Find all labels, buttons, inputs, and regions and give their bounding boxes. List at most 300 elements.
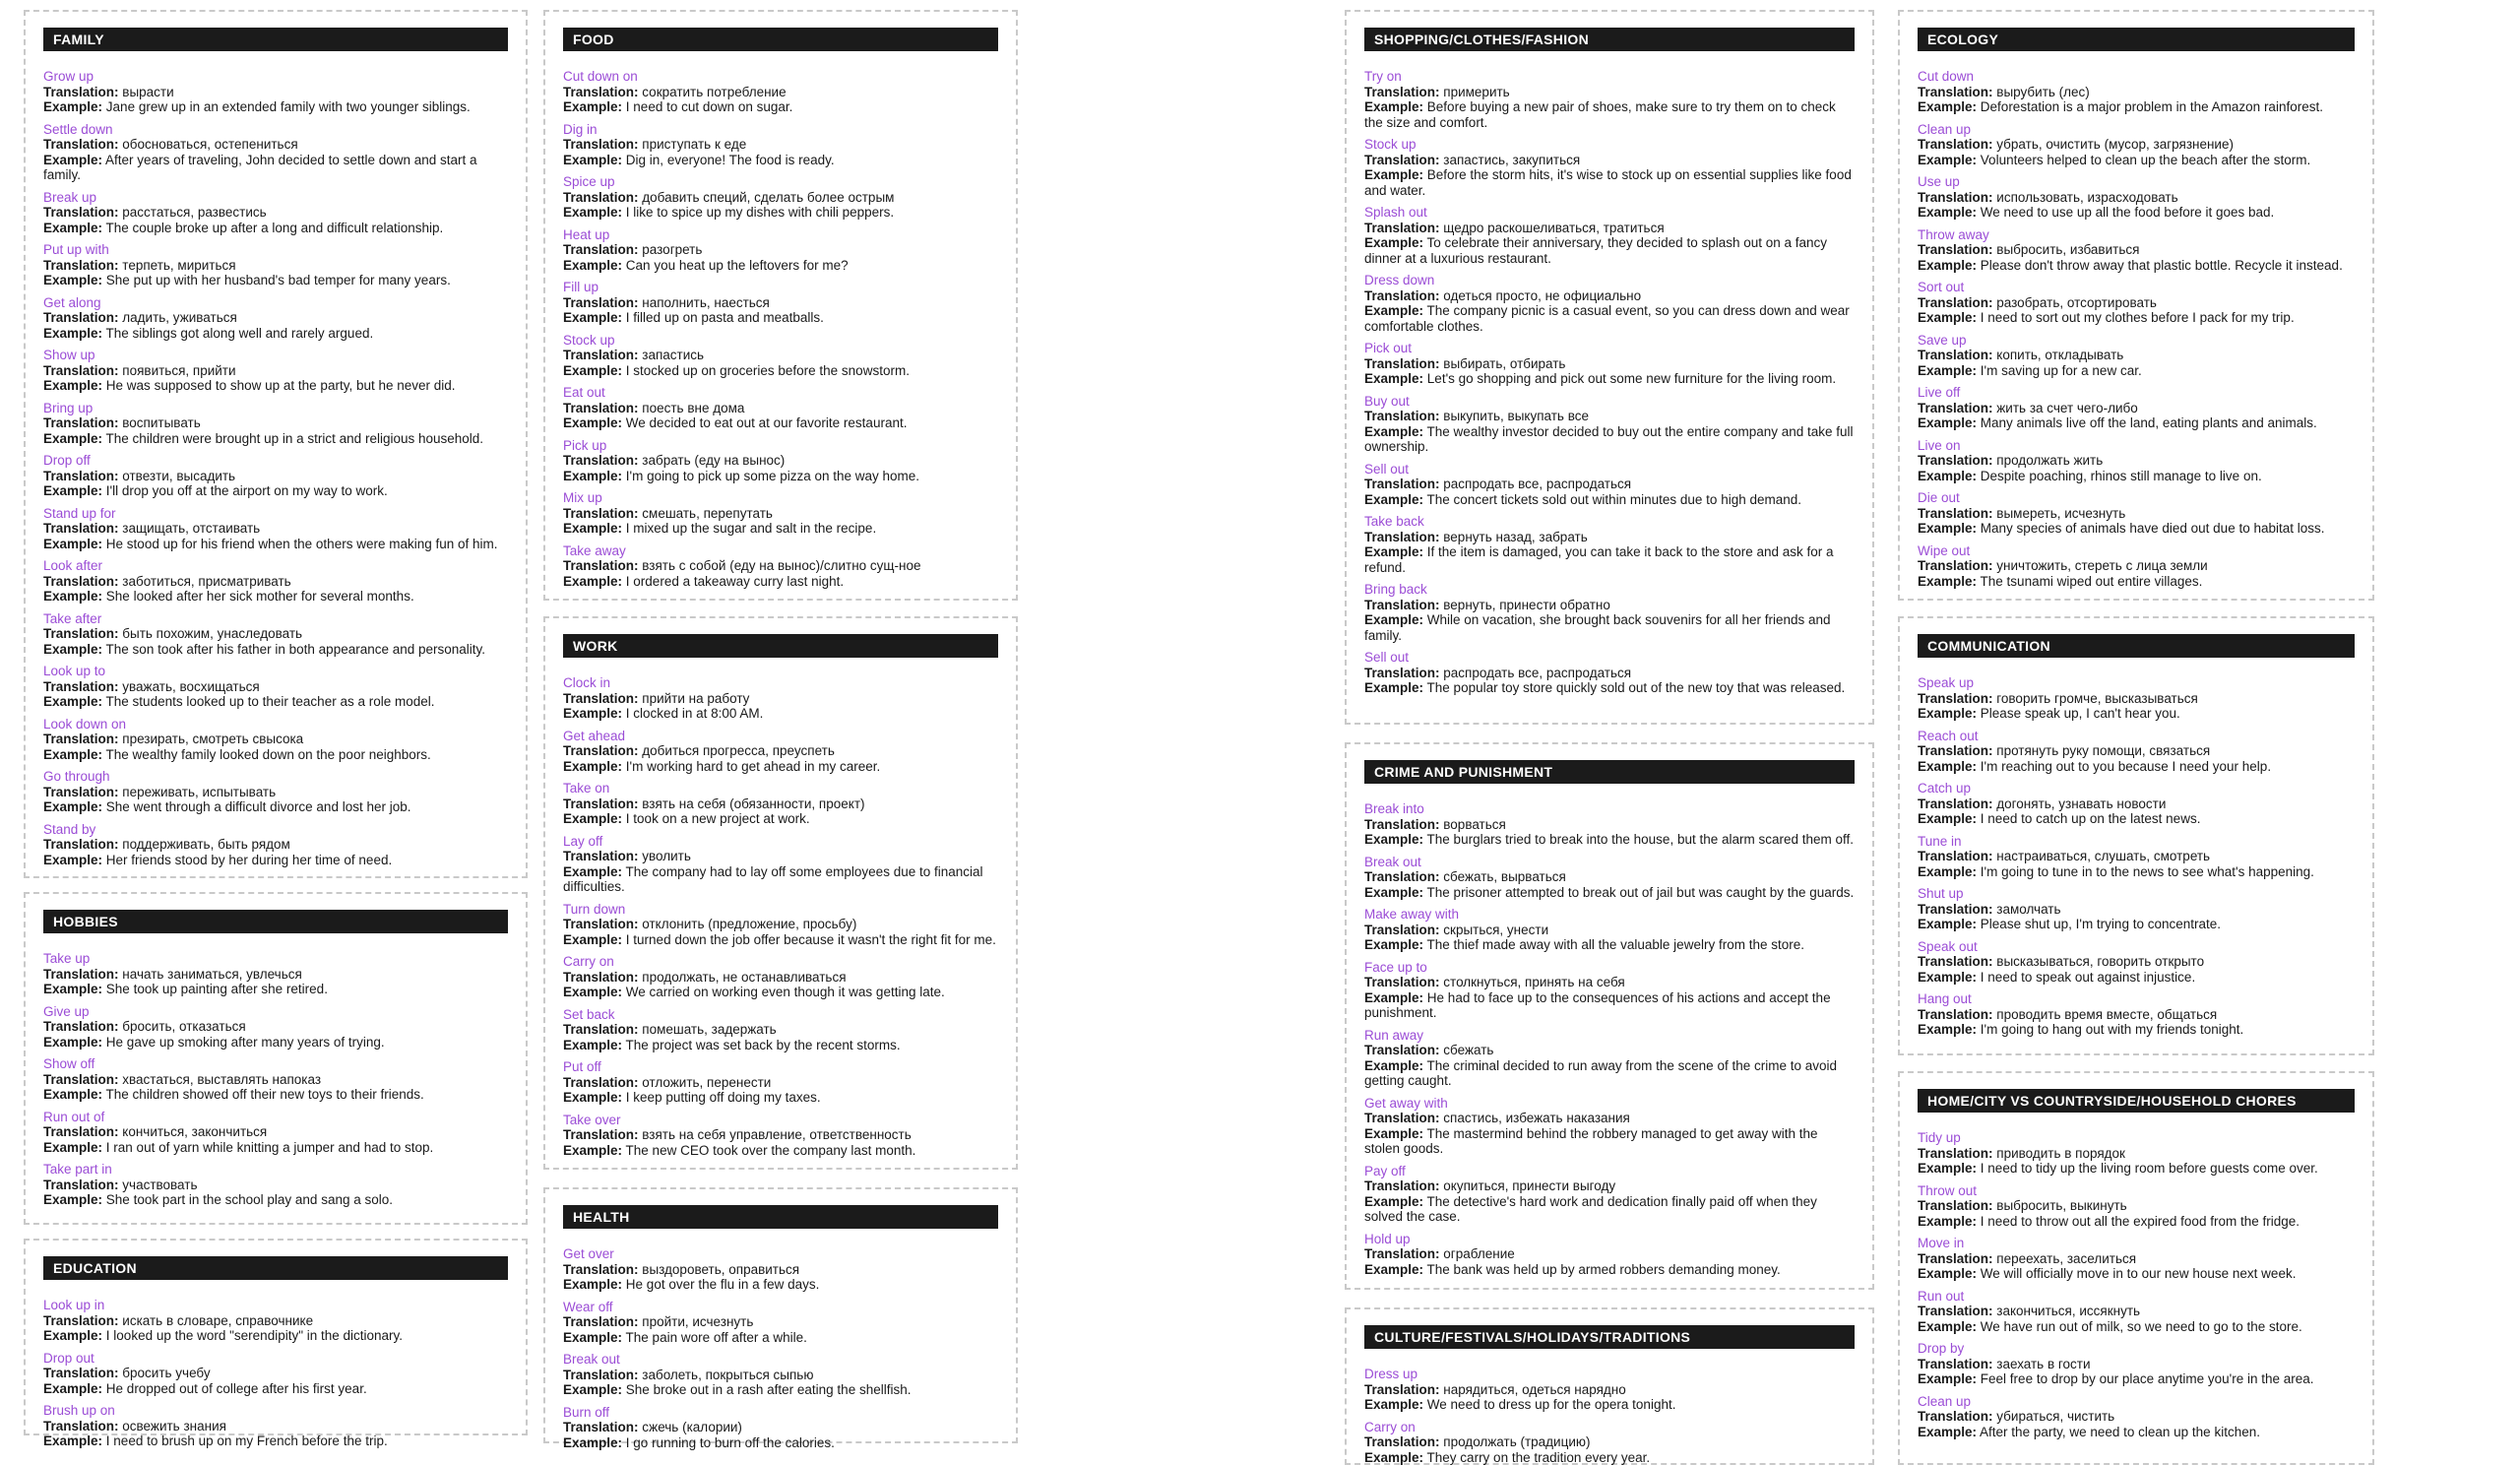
translation-label: Translation:: [1364, 923, 1440, 937]
example-label: Example:: [1364, 680, 1423, 695]
example-label: Example:: [563, 985, 622, 999]
example-text: The detective's hard work and dedication finally paid off when they solved the case.: [1364, 1194, 1817, 1225]
translation-label: Translation:: [1364, 869, 1440, 884]
example-label: Example:: [563, 574, 622, 589]
translation-text: приступать к еде: [642, 137, 746, 152]
translation-label: Translation:: [43, 1019, 119, 1034]
example-text: I like to spice up my dishes with chili peppers.: [626, 205, 894, 220]
translation-label: Translation:: [1364, 598, 1440, 612]
translation-line: [1918, 1409, 2355, 1425]
translation-line: [563, 85, 998, 100]
example-label: Example:: [1364, 235, 1423, 250]
translation-line: [1918, 348, 2355, 363]
phrasal-verb-entry: [43, 1110, 508, 1156]
translation-text: сжечь (калории): [642, 1420, 742, 1434]
translation-label: Translation:: [1918, 1304, 1993, 1318]
section-crime: [1345, 742, 1874, 1290]
translation-line: [1364, 356, 1855, 372]
phrasal-verb: Grow up: [43, 69, 508, 85]
translation-line: [1918, 558, 2355, 574]
example-label: Example:: [1918, 469, 1977, 483]
translation-label: Translation:: [1918, 1007, 1993, 1022]
translation-label: Translation:: [563, 1127, 639, 1142]
translation-line: [1918, 1198, 2355, 1214]
phrasal-verb: Face up to: [1364, 960, 1855, 976]
translation-text: говорить громче, высказываться: [1996, 691, 2198, 706]
example-line: [43, 799, 508, 815]
example-text: I ran out of yarn while knitting a jumper and had to stop.: [106, 1140, 433, 1155]
translation-label: Translation:: [1364, 1246, 1440, 1261]
example-text: Can you heat up the leftovers for me?: [626, 258, 849, 273]
example-line: [1364, 1126, 1855, 1157]
phrasal-verb: Cut down: [1918, 69, 2355, 85]
phrasal-verb: Dress up: [1364, 1367, 1855, 1382]
phrasal-verb-entry: [563, 781, 998, 827]
example-label: Example:: [43, 853, 102, 867]
example-text: Her friends stood by her during her time of need.: [106, 853, 392, 867]
phrasal-verb-entry: [1364, 273, 1855, 334]
example-text: I'm going to hang out with my friends tonight.: [1981, 1022, 2243, 1037]
phrasal-verb: Use up: [1918, 174, 2355, 190]
phrasal-verb-entry: [563, 675, 998, 722]
translation-label: Translation:: [1918, 743, 1993, 758]
phrasal-verb: Throw out: [1918, 1183, 2355, 1199]
example-text: Before buying a new pair of shoes, make sure to try them on to check the size and comfort.: [1364, 99, 1836, 130]
example-text: I'm reaching out to you because I need your help.: [1981, 759, 2271, 774]
example-line: [1918, 469, 2355, 484]
translation-text: высказываться, говорить открыто: [1996, 954, 2204, 969]
phrasal-verb: Move in: [1918, 1236, 2355, 1251]
example-text: Volunteers helped to clean up the beach after the storm.: [1981, 153, 2310, 167]
translation-line: [1364, 1382, 1855, 1398]
translation-line: [43, 732, 508, 747]
example-text: She broke out in a rash after eating the shellfish.: [626, 1382, 912, 1397]
example-text: Many animals live off the land, eating plants and animals.: [1981, 415, 2317, 430]
section-culture: [1345, 1307, 1874, 1465]
translation-label: Translation:: [1918, 506, 1993, 521]
example-text: The thief made away with all the valuable jewelry from the store.: [1427, 937, 1804, 952]
example-label: Example:: [1364, 1397, 1423, 1412]
example-line: [563, 258, 998, 274]
translation-text: кончиться, закончиться: [122, 1124, 267, 1139]
translation-text: быть похожим, унаследовать: [122, 626, 302, 641]
example-label: Example:: [43, 642, 102, 657]
example-text: To celebrate their anniversary, they decided to splash out on a fancy dinner at a luxurious restaurant.: [1364, 235, 1827, 266]
phrasal-verb: Take on: [563, 781, 998, 796]
example-text: Before the storm hits, it's wise to stock up on essential supplies like food and water.: [1364, 167, 1852, 198]
example-line: [563, 1090, 998, 1106]
phrasal-verb-entry: [1918, 122, 2355, 168]
translation-line: [1918, 1146, 2355, 1162]
example-line: [43, 1192, 508, 1208]
translation-line: [43, 205, 508, 221]
example-line: [563, 811, 998, 827]
translation-text: поддерживать, быть рядом: [122, 837, 290, 852]
phrasal-verb-entry: [43, 348, 508, 394]
example-text: I need to cut down on sugar.: [626, 99, 793, 114]
phrasal-verb-entry: [563, 438, 998, 484]
example-text: The children were brought up in a strict and religious household.: [106, 431, 483, 446]
example-line: [563, 759, 998, 775]
example-text: I'll drop you off at the airport on my way to work.: [106, 483, 388, 498]
translation-text: распродать все, распродаться: [1443, 666, 1631, 680]
translation-line: [1918, 401, 2355, 416]
entry-list: [1918, 1130, 2355, 1439]
translation-text: столкнуться, принять на себя: [1443, 975, 1624, 989]
example-text: The wealthy family looked down on the poor neighbors.: [106, 747, 431, 762]
example-text: I ordered a takeaway curry last night.: [626, 574, 844, 589]
translation-line: [563, 506, 998, 522]
phrasal-verb-entry: [1918, 991, 2355, 1038]
example-text: The burglars tried to break into the house, but the alarm scared them off.: [1427, 832, 1855, 847]
translation-label: Translation:: [43, 85, 119, 99]
translation-line: [1918, 1304, 2355, 1319]
translation-text: окупиться, принести выгоду: [1443, 1178, 1615, 1193]
translation-text: замолчать: [1996, 902, 2060, 917]
example-label: Example:: [563, 1143, 622, 1158]
example-label: Example:: [43, 431, 102, 446]
phrasal-verb-entry: [43, 1351, 508, 1397]
translation-text: распродать все, распродаться: [1443, 477, 1631, 491]
translation-label: Translation:: [563, 849, 639, 863]
example-line: [1364, 680, 1855, 696]
example-text: I stocked up on groceries before the snowstorm.: [626, 363, 910, 378]
example-text: The prisoner attempted to break out of jail but was caught by the guards.: [1427, 885, 1855, 900]
phrasal-verb-entry: [563, 1059, 998, 1106]
translation-label: Translation:: [43, 679, 119, 694]
phrasal-verb: Go through: [43, 769, 508, 785]
translation-line: [43, 469, 508, 484]
example-label: Example:: [1364, 1262, 1423, 1277]
phrasal-verb: Reach out: [1918, 729, 2355, 744]
example-line: [1918, 759, 2355, 775]
phrasal-verb: Look up to: [43, 664, 508, 679]
translation-label: Translation:: [43, 626, 119, 641]
example-label: Example:: [1918, 864, 1977, 879]
example-line: [43, 694, 508, 710]
phrasal-verb-entry: [43, 122, 508, 183]
phrasal-verb: Mix up: [563, 490, 998, 506]
phrasal-verb: Tune in: [1918, 834, 2355, 850]
example-line: [43, 1087, 508, 1103]
phrasal-verb-entry: [43, 1162, 508, 1208]
translation-text: разогреть: [642, 242, 702, 257]
example-text: I mixed up the sugar and salt in the recipe.: [626, 521, 876, 536]
phrasal-verb: Look up in: [43, 1298, 508, 1313]
translation-label: Translation:: [43, 1124, 119, 1139]
phrasal-verb: Drop off: [43, 453, 508, 469]
example-line: [1918, 205, 2355, 221]
phrasal-verb-entry: [1918, 675, 2355, 722]
translation-label: Translation:: [1364, 288, 1440, 303]
phrasal-verb-entry: [1918, 490, 2355, 537]
example-line: [1918, 1214, 2355, 1230]
example-line: [1364, 1058, 1855, 1089]
translation-line: [1364, 869, 1855, 885]
example-line: [1918, 574, 2355, 590]
translation-text: выбросить, выкинуть: [1996, 1198, 2126, 1213]
example-line: [1364, 544, 1855, 575]
phrasal-verb: Clean up: [1918, 1394, 2355, 1410]
translation-text: начать заниматься, увлечься: [122, 967, 302, 982]
example-line: [563, 469, 998, 484]
phrasal-verb: Run out: [1918, 1289, 2355, 1305]
translation-label: Translation:: [1918, 242, 1993, 257]
section-home: [1898, 1071, 2374, 1465]
phrasal-verb: Hang out: [1918, 991, 2355, 1007]
translation-label: Translation:: [43, 967, 119, 982]
example-line: [563, 1038, 998, 1053]
example-text: Feel free to drop by our place anytime you're in the area.: [1981, 1371, 2314, 1386]
example-label: Example:: [1918, 363, 1977, 378]
example-label: Example:: [1918, 811, 1977, 826]
translation-text: вырубить (лес): [1996, 85, 2090, 99]
translation-text: нарядиться, одеться нарядно: [1443, 1382, 1625, 1397]
example-label: Example:: [1364, 1194, 1423, 1209]
example-label: Example:: [563, 310, 622, 325]
example-label: Example:: [563, 469, 622, 483]
example-line: [43, 483, 508, 499]
example-label: Example:: [43, 326, 102, 341]
translation-label: Translation:: [1364, 356, 1440, 371]
example-label: Example:: [1918, 415, 1977, 430]
phrasal-verb: Get ahead: [563, 729, 998, 744]
phrasal-verb-entry: [1918, 886, 2355, 932]
translation-line: [1364, 477, 1855, 492]
translation-text: продолжать, не останавливаться: [642, 970, 846, 985]
example-label: Example:: [1918, 1161, 1977, 1176]
translation-line: [563, 849, 998, 864]
translation-text: уважать, восхищаться: [122, 679, 259, 694]
example-line: [1918, 917, 2355, 932]
phrasal-verb: Cut down on: [563, 69, 998, 85]
phrasal-verb-entry: [43, 1004, 508, 1051]
phrasal-verb-entry: [1364, 462, 1855, 508]
example-text: I need to brush up on my French before the trip.: [106, 1433, 388, 1448]
example-text: The company had to lay off some employees due to financial difficulties.: [563, 864, 983, 895]
translation-text: запастись, закупиться: [1443, 153, 1580, 167]
section-title: EDUCATION: [43, 1256, 508, 1280]
phrasal-verb-entry: [1918, 385, 2355, 431]
section-title: CULTURE/FESTIVALS/HOLIDAYS/TRADITIONS: [1364, 1325, 1855, 1349]
example-text: I need to sort out my clothes before I pack for my trip.: [1981, 310, 2295, 325]
phrasal-verb: Catch up: [1918, 781, 2355, 796]
translation-text: ладить, уживаться: [122, 310, 237, 325]
example-line: [1364, 235, 1855, 266]
translation-label: Translation:: [1918, 902, 1993, 917]
translation-label: Translation:: [563, 691, 639, 706]
example-text: He had to face up to the consequences of his actions and accept the punishment.: [1364, 990, 1831, 1021]
section-work: [543, 616, 1018, 1170]
phrasal-verb: Stand by: [43, 822, 508, 838]
translation-line: [1364, 153, 1855, 168]
translation-line: [563, 401, 998, 416]
example-label: Example:: [43, 1035, 102, 1050]
example-line: [1918, 864, 2355, 880]
translation-label: Translation:: [1364, 1434, 1440, 1449]
example-label: Example:: [1918, 574, 1977, 589]
translation-label: Translation:: [1918, 1198, 1993, 1213]
phrasal-verb: Break up: [43, 190, 508, 206]
translation-label: Translation:: [43, 1072, 119, 1087]
translation-label: Translation:: [563, 348, 639, 362]
phrasal-verb-entry: [563, 490, 998, 537]
example-text: The bank was held up by armed robbers demanding money.: [1427, 1262, 1781, 1277]
example-text: The son took after his father in both appearance and personality.: [106, 642, 486, 657]
phrasal-verb-entry: [563, 69, 998, 115]
translation-text: уволить: [642, 849, 691, 863]
phrasal-verb-entry: [1364, 801, 1855, 848]
phrasal-verb: Brush up on: [43, 1403, 508, 1419]
phrasal-verb: Look down on: [43, 717, 508, 732]
phrasal-verb-entry: [1364, 650, 1855, 696]
example-text: The tsunami wiped out entire villages.: [1981, 574, 2203, 589]
phrasal-verb-entry: [43, 295, 508, 342]
phrasal-verb: Wear off: [563, 1300, 998, 1315]
section-title: SHOPPING/CLOTHES/FASHION: [1364, 28, 1855, 51]
phrasal-verb: Get along: [43, 295, 508, 311]
example-line: [563, 205, 998, 221]
entry-list: [1364, 1367, 1855, 1465]
phrasal-verb-entry: [563, 333, 998, 379]
translation-line: [563, 453, 998, 469]
translation-label: Translation:: [563, 558, 639, 573]
translation-line: [1918, 190, 2355, 206]
translation-line: [1364, 1043, 1855, 1058]
example-line: [43, 1140, 508, 1156]
example-line: [1918, 1425, 2355, 1440]
phrasal-verb-entry: [1364, 341, 1855, 387]
translation-label: Translation:: [43, 137, 119, 152]
translation-label: Translation:: [43, 1366, 119, 1380]
phrasal-verb-entry: [1918, 174, 2355, 221]
translation-label: Translation:: [43, 310, 119, 325]
phrasal-verb: Splash out: [1364, 205, 1855, 221]
translation-label: Translation:: [563, 1075, 639, 1090]
phrasal-verb: Clock in: [563, 675, 998, 691]
translation-label: Translation:: [1364, 477, 1440, 491]
translation-line: [563, 1022, 998, 1038]
example-line: [1364, 1397, 1855, 1413]
section-food: [543, 10, 1018, 601]
example-text: We carried on working even though it was getting late.: [626, 985, 945, 999]
translation-line: [1918, 796, 2355, 812]
phrasal-verb-entry: [1918, 834, 2355, 880]
translation-line: [43, 967, 508, 983]
translation-label: Translation:: [1918, 1146, 1993, 1161]
entry-list: [563, 675, 998, 1158]
phrasal-verb: Live on: [1918, 438, 2355, 454]
entry-list: [1918, 69, 2355, 589]
example-label: Example:: [43, 99, 102, 114]
phrasal-verb-entry: [1918, 280, 2355, 326]
example-label: Example:: [563, 1435, 622, 1450]
example-text: I need to tidy up the living room before guests come over.: [1981, 1161, 2318, 1176]
example-text: I'm saving up for a new car.: [1981, 363, 2142, 378]
example-label: Example:: [43, 153, 102, 167]
example-line: [1918, 1319, 2355, 1335]
example-label: Example:: [1918, 521, 1977, 536]
example-label: Example:: [563, 1090, 622, 1105]
phrasal-verb-entry: [563, 1300, 998, 1346]
phrasal-verb: Eat out: [563, 385, 998, 401]
example-text: The siblings got along well and rarely argued.: [106, 326, 374, 341]
phrasal-verb-entry: [43, 769, 508, 815]
translation-text: приводить в порядок: [1996, 1146, 2125, 1161]
translation-line: [563, 242, 998, 258]
section-title: ECOLOGY: [1918, 28, 2355, 51]
phrasal-verb: Give up: [43, 1004, 508, 1020]
phrasal-verb: Get over: [563, 1246, 998, 1262]
translation-text: догонять, узнавать новости: [1996, 796, 2166, 811]
translation-text: отложить, перенести: [642, 1075, 771, 1090]
example-label: Example:: [1364, 1126, 1423, 1141]
section-family: [24, 10, 528, 878]
translation-line: [1918, 691, 2355, 707]
example-text: While on vacation, she brought back souvenirs for all her friends and family.: [1364, 612, 1831, 643]
translation-label: Translation:: [563, 970, 639, 985]
translation-text: заботиться, присматривать: [122, 574, 290, 589]
phrasal-verb: Turn down: [563, 902, 998, 918]
example-line: [1364, 371, 1855, 387]
example-line: [1918, 363, 2355, 379]
phrasal-verb: Drop out: [43, 1351, 508, 1367]
translation-line: [43, 837, 508, 853]
example-text: Please don't throw away that plastic bottle. Recycle it instead.: [1981, 258, 2343, 273]
translation-line: [1364, 923, 1855, 938]
phrasal-verb-entry: [43, 242, 508, 288]
example-text: The wealthy investor decided to buy out the entire company and take full ownership.: [1364, 424, 1854, 455]
phrasal-verb: Burn off: [563, 1405, 998, 1421]
example-text: I need to speak out against injustice.: [1981, 970, 2195, 985]
translation-label: Translation:: [563, 453, 639, 468]
translation-line: [563, 691, 998, 707]
translation-line: [43, 1419, 508, 1434]
example-line: [563, 1277, 998, 1293]
translation-line: [43, 626, 508, 642]
example-line: [563, 932, 998, 948]
phrasal-verb-entry: [563, 1352, 998, 1398]
phrasal-verb: Stand up for: [43, 506, 508, 522]
phrasal-verb-entry: [1364, 1420, 1855, 1465]
translation-line: [43, 785, 508, 800]
phrasal-verb: Sort out: [1918, 280, 2355, 295]
translation-text: выбросить, избавиться: [1996, 242, 2139, 257]
translation-label: Translation:: [1364, 85, 1440, 99]
example-text: I go running to burn off the calories.: [626, 1435, 835, 1450]
example-line: [1364, 1194, 1855, 1225]
example-label: Example:: [1918, 759, 1977, 774]
translation-label: Translation:: [563, 1420, 639, 1434]
example-line: [1918, 415, 2355, 431]
translation-text: освежить знания: [122, 1419, 226, 1433]
example-text: After the party, we need to clean up the kitchen.: [1980, 1425, 2260, 1439]
section-education: [24, 1239, 528, 1435]
example-line: [43, 853, 508, 868]
example-text: The project was set back by the recent storms.: [626, 1038, 901, 1052]
phrasal-verb: Take part in: [43, 1162, 508, 1178]
phrasal-verb-entry: [43, 1403, 508, 1449]
phrasal-verb-entry: [43, 664, 508, 710]
translation-line: [43, 415, 508, 431]
translation-text: прийти на работу: [642, 691, 749, 706]
phrasal-verb-entry: [563, 1007, 998, 1053]
example-text: We need to dress up for the opera tonight.: [1427, 1397, 1676, 1412]
phrasal-verb-entry: [43, 69, 508, 115]
example-line: [563, 864, 998, 895]
translation-text: выкупить, выкупать все: [1443, 409, 1589, 423]
translation-line: [1364, 288, 1855, 304]
